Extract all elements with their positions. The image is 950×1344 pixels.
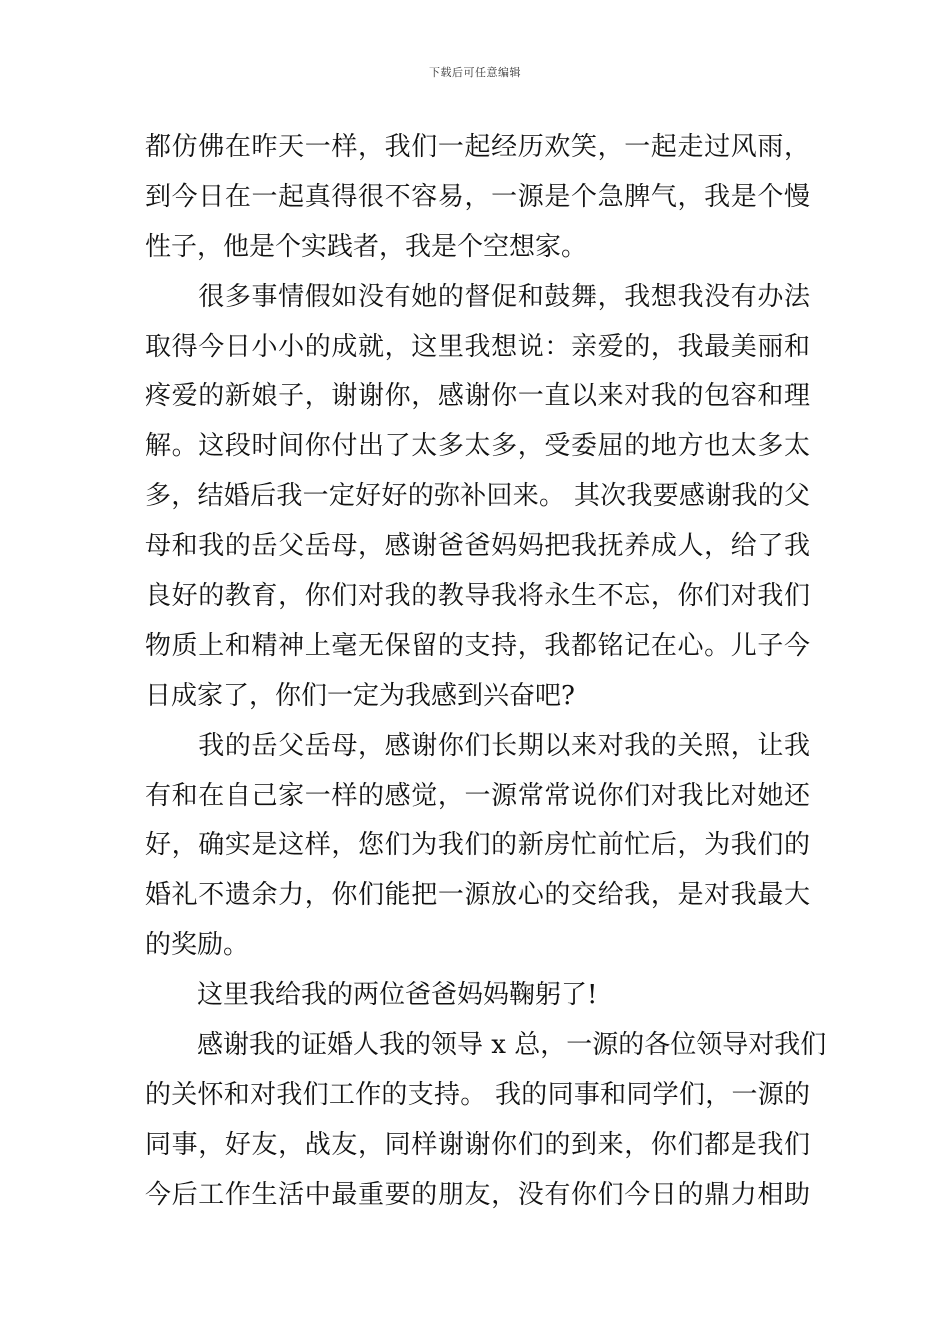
text-line: 我的岳父岳母，感谢你们长期以来对我的关照，让我 — [145, 730, 810, 761]
text-line: 今后工作生活中最重要的朋友，没有你们今日的鼎力相助 — [145, 1179, 810, 1210]
text-line: 良好的教育，你们对我的教导我将永生不忘，你们对我们 — [145, 581, 810, 612]
header-note: 下载后可任意编辑 — [429, 66, 521, 79]
text-line: 婚礼不遗余力，你们能把一源放心的交给我，是对我最大 — [145, 880, 810, 911]
text-line: 日成家了，你们一定为我感到兴奋吧? — [145, 680, 575, 711]
text-line: 母和我的岳父岳母，感谢爸爸妈妈把我抚养成人，给了我 — [145, 531, 810, 562]
text-line: 解。这段时间你付出了太多太多，受委屈的地方也太多太 — [145, 431, 810, 462]
text-line: 性子，他是个实践者，我是个空想家。 — [145, 231, 588, 262]
text-line: 这里我给我的两位爸爸妈妈鞠躬了! — [145, 980, 598, 1011]
text-line: 到今日在一起真得很不容易，一源是个急脾气，我是个慢 — [145, 181, 810, 212]
body-text — [145, 123, 827, 1221]
text-line: 疼爱的新娘子，谢谢你，感谢你一直以来对我的包容和理 — [145, 381, 810, 412]
text-line: 很多事情假如没有她的督促和鼓舞，我想我没有办法 — [145, 281, 810, 312]
text-line: 同事，好友，战友，同样谢谢你们的到来，你们都是我们 — [145, 1129, 810, 1160]
text-line: 好，确实是这样，您们为我们的新房忙前忙后，为我们的 — [145, 830, 810, 861]
text-line: 的关怀和对我们工作的支持。 我的同事和同学们，一源的 — [145, 1079, 810, 1110]
text-line: 取得今日小小的成就，这里我想说：亲爱的，我最美丽和 — [145, 331, 810, 362]
text-line: 的奖励。 — [145, 930, 250, 961]
text-line: 多，结婚后我一定好好的弥补回来。 其次我要感谢我的父 — [145, 481, 810, 512]
text-line: 有和在自己家一样的感觉，一源常常说你们对我比对她还 — [145, 780, 810, 811]
text-line: 物质上和精神上毫无保留的支持，我都铭记在心。儿子今 — [145, 630, 810, 661]
text-line: 感谢我的证婚人我的领导 x 总，一源的各位领导对我们 — [145, 1030, 827, 1061]
text-line: 都仿佛在昨天一样，我们一起经历欢笑，一起走过风雨， — [145, 132, 810, 162]
